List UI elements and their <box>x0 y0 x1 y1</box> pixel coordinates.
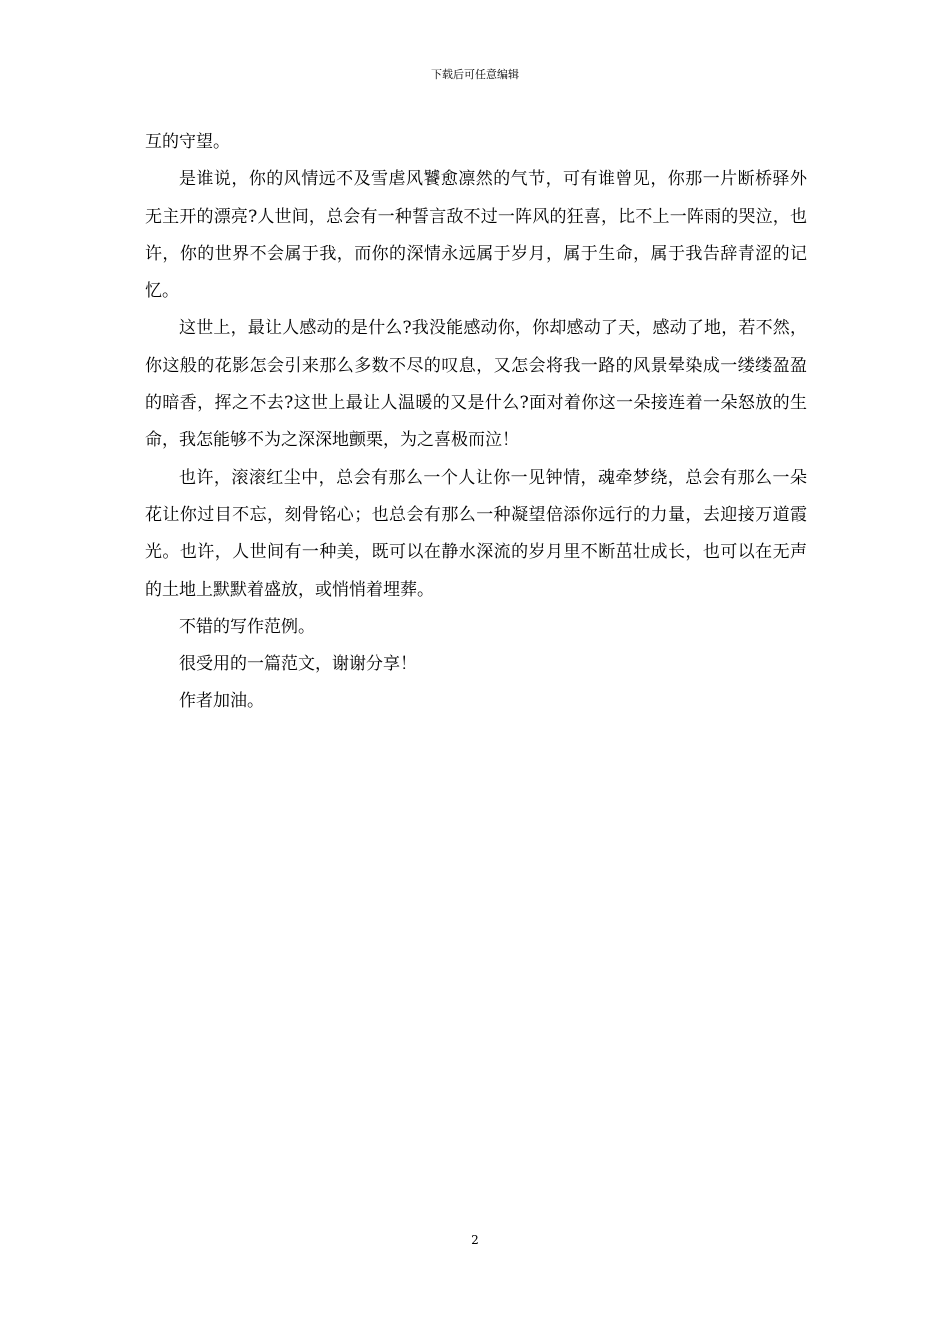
page-header: 下载后可任意编辑 <box>431 68 519 81</box>
paragraph-2: 是谁说，你的风情远不及雪虐风饕愈凛然的气节，可有谁曾见，你那一片断桥驿外无主开的漂亮?人世间，总会有一种誓言敌不过一阵风的狂喜，比不上一阵雨的哭泣，也许，你的世界不会属于我，而你的深情永远属于岁月，属于生命，属于我告辞青涩的记忆。 <box>145 169 807 302</box>
document-body <box>145 124 807 721</box>
page-number: 2 <box>471 1233 479 1247</box>
paragraph-4: 也许，滚滚红尘中，总会有那么一个人让你一见钟情，魂牵梦绕，总会有那么一朵花让你过目不忘，刻骨铭心；也总会有那么一种凝望倍添你远行的力量，去迎接万道霞光。也许，人世间有一种美，既可以在静水深流的岁月里不断茁壮成长，也可以在无声的土地上默默着盛放，或悄悄着埋葬。 <box>145 467 807 600</box>
paragraph-3: 这世上，最让人感动的是什么?我没能感动你，你却感动了天，感动了地，若不然，你这般的花影怎会引来那么多数不尽的叹息，又怎会将我一路的风景晕染成一缕缕盈盈的暗香，挥之不去?这世上最让人温暖的又是什么?面对着你这一朵接连着一朵怒放的生命，我怎能够不为之深深地颤栗，为之喜极而泣！ <box>145 318 807 451</box>
paragraph-1: 互的守望。 <box>145 132 230 152</box>
comment-2: 很受用的一篇范文，谢谢分享！ <box>179 654 417 675</box>
comment-3: 作者加油。 <box>179 691 264 712</box>
comment-1: 不错的写作范例。 <box>179 616 315 637</box>
